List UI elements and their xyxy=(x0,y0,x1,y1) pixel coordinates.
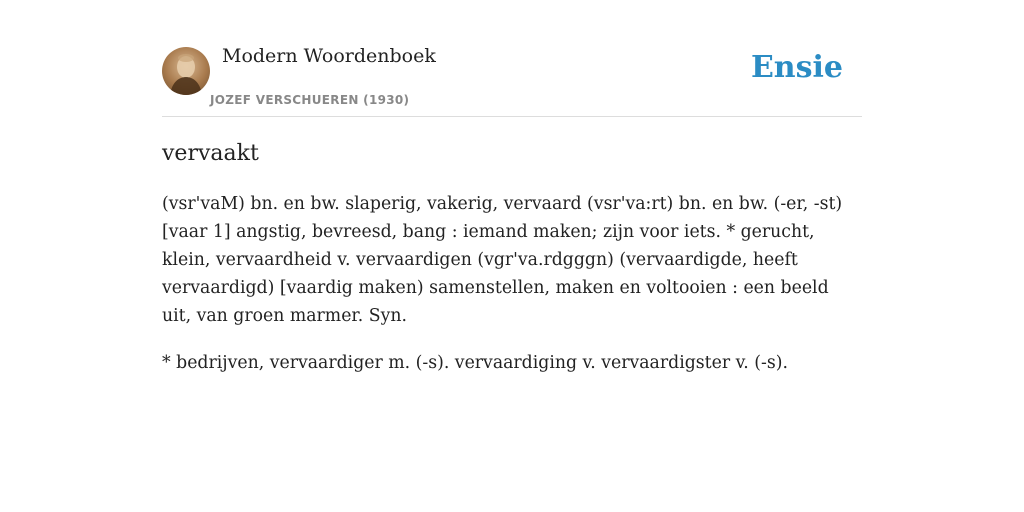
source-header xyxy=(162,0,862,117)
ensie-logo[interactable]: Ensie xyxy=(750,50,843,85)
definition-body xyxy=(162,190,862,377)
headword: vervaakt xyxy=(162,141,259,166)
definition-paragraph: * bedrijven, vervaardiger m. (-s). vervaardiging v. vervaardigster v. (-s). xyxy=(162,353,788,373)
book-title[interactable]: Modern Woordenboek xyxy=(222,45,436,67)
page-container xyxy=(162,0,862,377)
author-name: JOZEF VERSCHUEREN (1930) xyxy=(210,93,410,107)
portrait-icon xyxy=(162,47,210,95)
definition-paragraph: (vsr'vaM) bn. en bw. slaperig, vakerig, vervaard (vsr'va:rt) bn. en bw. (-er, -st) [vaar 1] angstig, bevreesd, bang : iemand maken; zijn voor iets. * gerucht, klein, vervaardheid v. vervaardigen (vgr'va.rdgggn) (vervaardigde, heeft vervaardigd) [vaardig maken) samenstellen, maken en voltooien : een beeld uit, van groen marmer. Syn. xyxy=(162,194,843,326)
author-avatar[interactable] xyxy=(162,47,210,95)
